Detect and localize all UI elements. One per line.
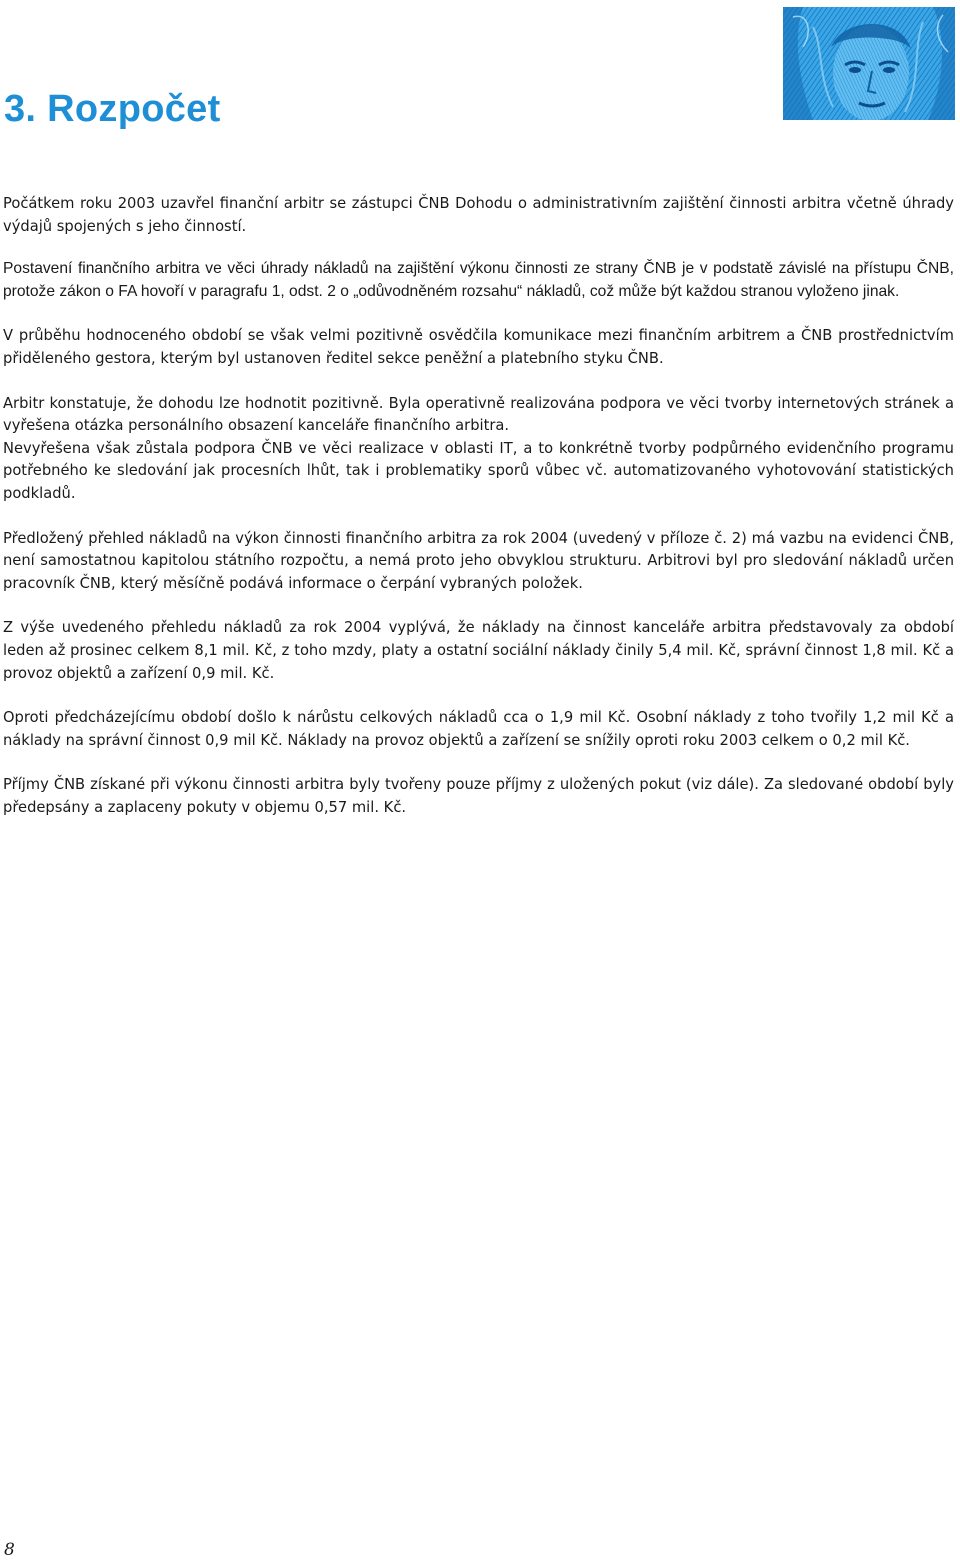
paragraph-revenue: Příjmy ČNB získané při výkonu činnosti arbitra byly tvořeny pouze příjmy z uložených pokut (viz dále). Za sledované období byly předepsány a zaplaceny pokuty v objemu 0,57 mil. Kč. (3, 776, 954, 816)
paragraph-communication: V průběhu hodnoceného období se však velmi pozitivně osvědčila komunikace mezi finančním arbitrem a ČNB prostřednictvím přiděleného gestora, kterým byl ustanoven ředitel sekce peněžní a platebního styku ČNB. (3, 327, 954, 367)
body-text (3, 193, 954, 819)
paragraph-position: Postavení finančního arbitra ve věci úhrady nákladů na zajištění výkonu činnosti ze strany ČNB je v podstatě závislé na přístupu ČNB, protože zákon o FA hovoří v paragrafu 1, odst. 2 o „odůvodněném rozsahu“ nákladů, což může být každou stranou vyloženo jinak. (3, 260, 954, 300)
page-number: 8 (4, 1540, 15, 1560)
paragraph-cost-overview: Předložený přehled nákladů na výkon činnosti finančního arbitra za rok 2004 (uvedený v příloze č. 2) má vazbu na evidenci ČNB, není samostatnou kapitolou státního rozpočtu, a nemá proto jeho obvyklou strukturu. Arbitrovi byl pro sledování nákladů určen pracovník ČNB, který měsíčně podává informace o čerpání vybraných položek. (3, 529, 954, 592)
paragraph-agreement: Počátkem roku 2003 uzavřel finanční arbitr se zástupci ČNB Dohodu o administrativním zajištění činnosti arbitra včetně úhrady výdajů spojených s jeho činností. (3, 195, 954, 235)
page-title: 3. Rozpočet (4, 88, 221, 130)
paragraph-cost-comparison: Oproti předcházejícímu období došlo k nárůstu celkových nákladů cca o 1,9 mil Kč. Osobní náklady z toho tvořily 1,2 mil Kč a náklady na správní činnost 0,9 mil Kč. Náklady na provoz objektů a zařízení se snížily oproti roku 2003 celkem o 0,2 mil Kč. (3, 709, 954, 749)
paragraph-cost-breakdown: Z výše uvedeného přehledu nákladů za rok 2004 vyplývá, že náklady na činnost kanceláře arbitra představovaly za období leden až prosinec celkem 8,1 mil. Kč, z toho mzdy, platy a ostatní sociální náklady činily 5,4 mil. Kč, správní činnost 1,8 mil. Kč a provoz objektů a zařízení 0,9 mil. Kč. (3, 619, 954, 682)
paragraph-evaluation: Arbitr konstatuje, že dohodu lze hodnotit pozitivně. Byla operativně realizována podpora ve věci tvorby internetových stránek a vyřešena otázka personálního obsazení kanceláře finančního arbitra. (3, 394, 954, 435)
paragraph-unresolved: Nevyřešena však zůstala podpora ČNB ve věci realizace v oblasti IT, a to konkrétně tvorby podpůrného evidenčního programu potřebného ke sledování jak procesních lhůt, tak i problematiky sporů vůbec vč. automatizovaného vyhotovování statistických podkladů. (3, 439, 954, 502)
portrait-engraving-icon (783, 7, 955, 120)
